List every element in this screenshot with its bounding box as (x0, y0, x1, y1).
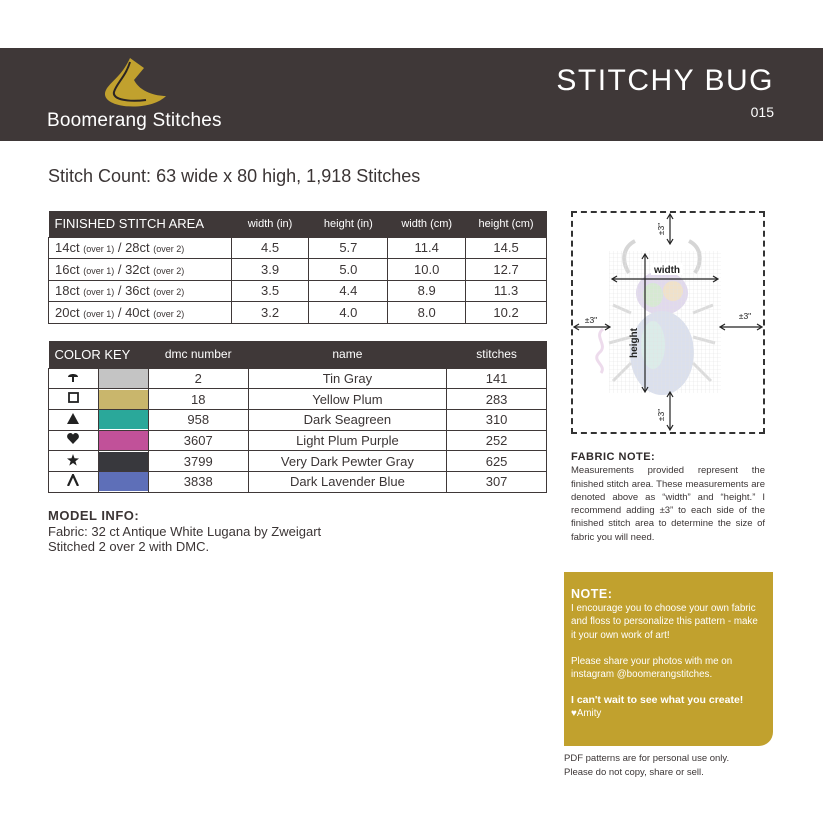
note-signature: ♥Amity (571, 708, 602, 720)
heart-icon (49, 430, 99, 451)
stitch-count-value: 63 wide x 80 high, 1,918 Stitches (156, 166, 421, 186)
stitches-cell: 307 (447, 471, 547, 492)
color-swatch (98, 430, 148, 451)
fabric-count-cell: 20ct (over 1) / 40ct (over 2) (49, 302, 232, 324)
table-cell: 8.0 (388, 302, 466, 324)
table-row (49, 259, 547, 281)
color-name-cell: Yellow Plum (248, 389, 447, 410)
swatch-fill (99, 431, 148, 450)
left-margin-label: ±3" (584, 315, 598, 325)
fabric-size-diagram (571, 211, 765, 434)
bug-preview-icon (573, 213, 763, 432)
column-header: height (in) (309, 211, 388, 237)
stitches-cell: 141 (447, 368, 547, 389)
note-paragraph: I encourage you to choose your own fabric and floss to personalize this pattern - make it your own work of art! (571, 603, 758, 641)
width-label: width (653, 265, 681, 276)
table-row (49, 430, 547, 451)
table-cell: 12.7 (466, 259, 547, 281)
table-cell: 10.2 (466, 302, 547, 324)
color-name-cell: Very Dark Pewter Gray (248, 451, 447, 472)
square-icon (49, 389, 99, 410)
fabric-count-cell: 16ct (over 1) / 32ct (over 2) (49, 259, 232, 281)
table-cell: 5.0 (309, 259, 388, 281)
table-cell: 8.9 (388, 280, 466, 302)
note-heading: NOTE: (571, 587, 613, 601)
model-info-heading: MODEL INFO: (48, 508, 140, 523)
table-row (49, 237, 547, 259)
color-swatch (98, 368, 148, 389)
column-header: height (cm) (466, 211, 547, 237)
table-cell: 11.3 (466, 280, 547, 302)
fabric-note (571, 451, 765, 544)
table-cell: 5.7 (309, 237, 388, 259)
fabric-count-cell: 14ct (over 1) / 28ct (over 2) (49, 237, 232, 259)
color-swatch (98, 389, 148, 410)
color-swatch (98, 451, 148, 472)
note-box (564, 572, 773, 746)
bottom-margin-label: ±3" (656, 408, 666, 422)
swatch-fill (99, 410, 148, 429)
dmc-number-cell: 3607 (148, 430, 248, 451)
dmc-number-cell: 3799 (148, 451, 248, 472)
table-cell: 4.5 (231, 237, 309, 259)
table-cell: 11.4 (388, 237, 466, 259)
dmc-number-cell: 958 (148, 409, 248, 430)
color-swatch (98, 409, 148, 430)
table-cell: 4.0 (309, 302, 388, 324)
column-header: width (in) (231, 211, 309, 237)
brand-name: Boomerang Stitches (47, 110, 222, 131)
stitch-count (48, 166, 420, 187)
model-info-fabric: Fabric: 32 ct Antique White Lugana by Zweigart (48, 523, 322, 539)
color-swatch (98, 471, 148, 492)
table-cell: 3.5 (231, 280, 309, 302)
finished-area-table (48, 211, 547, 324)
footer-line: Please do not copy, share or sell. (564, 766, 704, 778)
column-header: stitches (447, 341, 547, 368)
column-header: FINISHED STITCH AREA (49, 211, 232, 237)
note-closing: I can't wait to see what you create! (571, 694, 744, 707)
right-margin-label: ±3" (738, 311, 752, 321)
fabric-note-text: Measurements provided represent the finished stitch area. These measurements are denoted above as “width” and “height.” I recommend adding ±3” to each side of the finished stitch area to determine the size of fabric you will need. (571, 465, 765, 543)
fabric-count-cell: 18ct (over 1) / 36ct (over 2) (49, 280, 232, 302)
color-key-table (48, 341, 547, 493)
table-row (49, 409, 547, 430)
star-icon (49, 451, 99, 472)
color-name-cell: Dark Seagreen (248, 409, 447, 430)
column-header: width (cm) (388, 211, 466, 237)
swatch-fill (99, 369, 148, 388)
table-row (49, 471, 547, 492)
header-banner (0, 48, 823, 141)
table-cell: 3.2 (231, 302, 309, 324)
stitches-cell: 310 (447, 409, 547, 430)
boomerang-logo-icon (100, 56, 170, 108)
column-header: name (248, 341, 447, 368)
dmc-number-cell: 2 (148, 368, 248, 389)
swatch-fill (99, 452, 148, 471)
footer-disclaimer (564, 752, 729, 779)
note-paragraph: Please share your photos with me on instagram @boomerangstitches. (571, 655, 733, 681)
column-header: COLOR KEY (49, 341, 149, 368)
table-cell: 10.0 (388, 259, 466, 281)
table-cell: 3.9 (231, 259, 309, 281)
table-header-row (49, 211, 547, 237)
color-name-cell: Dark Lavender Blue (248, 471, 447, 492)
color-name-cell: Light Plum Purple (248, 430, 447, 451)
table-row (49, 389, 547, 410)
pattern-title: STITCHY BUG (556, 64, 774, 97)
table-row (49, 302, 547, 324)
mushroom-icon (49, 368, 99, 389)
swatch-fill (99, 472, 148, 491)
top-margin-label: ±3" (656, 222, 666, 236)
footer-line: PDF patterns are for personal use only. (564, 753, 730, 764)
table-cell: 4.4 (309, 280, 388, 302)
stitch-count-label: Stitch Count: (48, 166, 152, 186)
table-row (49, 280, 547, 302)
caret-icon (49, 471, 99, 492)
color-name-cell: Tin Gray (248, 368, 447, 389)
model-info (48, 508, 321, 555)
table-cell: 14.5 (466, 237, 547, 259)
stitches-cell: 252 (447, 430, 547, 451)
pattern-number: 015 (750, 104, 774, 120)
table-row (49, 368, 547, 389)
swatch-fill (99, 390, 148, 409)
table-row (49, 451, 547, 472)
column-header: dmc number (148, 341, 248, 368)
dmc-number-cell: 3838 (148, 471, 248, 492)
stitches-cell: 283 (447, 389, 547, 410)
stitches-cell: 625 (447, 451, 547, 472)
triangle-icon (49, 409, 99, 430)
height-label: height (629, 328, 640, 358)
dmc-number-cell: 18 (148, 389, 248, 410)
model-info-stitched: Stitched 2 over 2 with DMC. (48, 539, 210, 554)
fabric-note-heading: FABRIC NOTE: (571, 451, 656, 463)
table-header-row (49, 341, 547, 368)
